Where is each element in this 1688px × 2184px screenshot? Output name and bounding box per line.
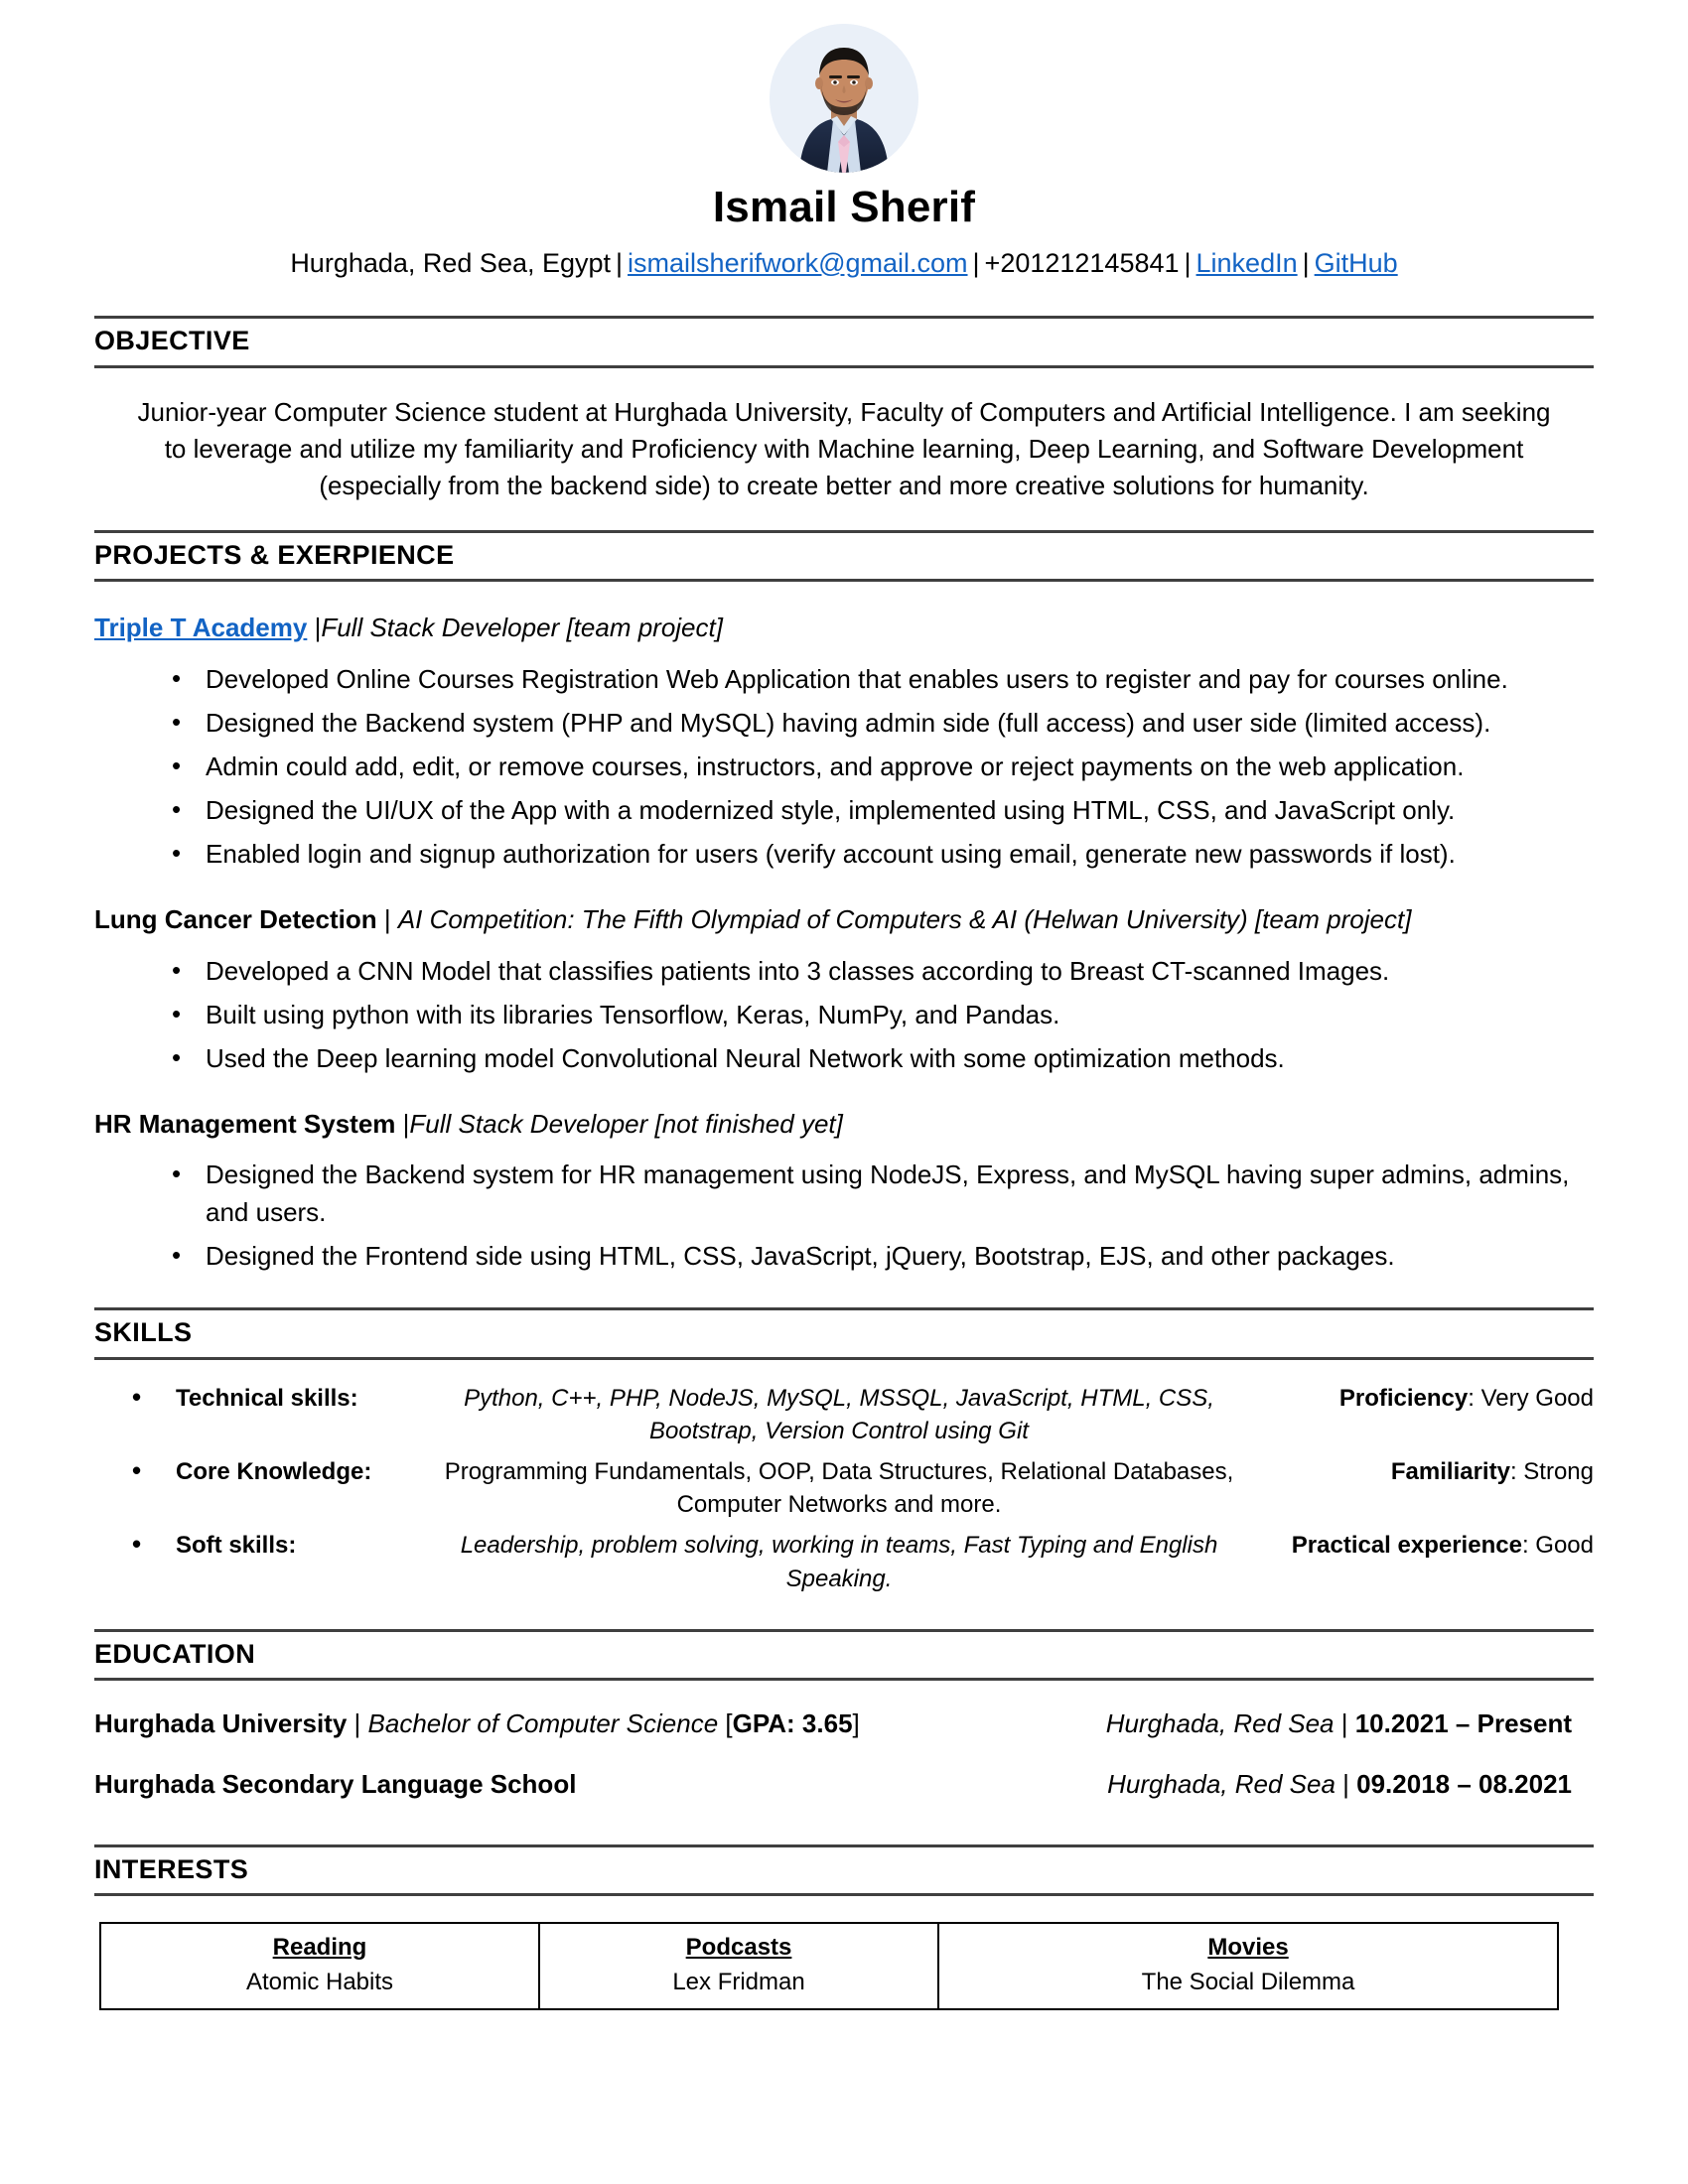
interests-table [99,1922,1559,2009]
project-separator: | [314,613,322,643]
education-gpa: GPA: 3.65 [732,1708,853,1739]
email-link[interactable]: ismailsherifwork@gmail.com [628,247,968,278]
objective-heading-bar [94,316,1594,368]
skills-heading-bar [94,1307,1594,1360]
interests-heading: INTERESTS [94,1853,249,1884]
contact-sep-2: | [972,247,980,278]
project-separator: | [402,1108,410,1139]
skill-rating-value: Strong [1523,1458,1594,1486]
interests-heading-bar [94,1844,1594,1897]
education-right: Hurghada, Red Sea | 09.2018 – 08.2021 [1107,1769,1572,1800]
project-item [94,1108,1594,1277]
contact-line [0,247,1688,281]
contact-phone: +201212145841 [984,247,1180,278]
skill-rating: Familiarity: Strong [1390,1458,1594,1486]
list-item: • Admin could add, edit, or remove courses, instructors, and approve or reject payments on the web application. [172,749,1594,786]
education-location: Hurghada, Red Sea [1105,1708,1335,1739]
education-body [94,1706,1594,1802]
interests-cell [539,1923,938,2008]
education-dates: 10.2021 – Present [1354,1708,1572,1739]
skills-body [94,1382,1594,1595]
list-item: • Developed a CNN Model that classifies patients into 3 classes according to Breast CT-scanned Images. [172,953,1594,991]
education-heading-bar [94,1629,1594,1682]
education-heading: EDUCATION [94,1638,256,1669]
list-item: • Designed the Frontend side using HTML, CSS, JavaScript, jQuery, Bootstrap, EJS, and other packages. [172,1238,1594,1276]
project-role: Full Stack Developer [team project] [321,613,723,643]
linkedin-link[interactable]: LinkedIn [1196,247,1298,278]
list-item: • Developed Online Courses Registration Web Application that enables users to register and pay for courses online. [172,661,1594,699]
spacer [0,280,1688,316]
project-bullets [94,661,1594,874]
section-interests [94,1844,1594,2010]
contact-location: Hurghada, Red Sea, Egypt [290,247,612,278]
skill-label: • Core Knowledge: [94,1455,412,1488]
interests-column-header: Movies [1207,1934,1289,1962]
section-objective [94,316,1594,503]
spacer [0,1603,1688,1629]
education-separator: | [353,1708,361,1739]
skill-value: Python, C++, PHP, NodeJS, MySQL, MSSQL, JavaScript, HTML, CSS, Bootstrap, Version Control using Git [464,1385,1214,1445]
skill-rating-label: Proficiency [1338,1385,1469,1412]
education-dates: 09.2018 – 08.2021 [1356,1769,1572,1800]
education-degree: Bachelor of Computer Science [367,1708,719,1739]
project-role: Full Stack Developer [not finished yet] [409,1108,843,1139]
avatar [770,24,918,173]
objective-text: Junior-year Computer Science student at Hurghada University, Faculty of Computers and Artificial Intelligence. I am seeking to leverage and utilize my familiarity and Proficiency with Machine learning, Deep Learning, and Software Development (especially from the backend side) to create better and more creative solutions for humanity. [137,397,1551,500]
list-item: • Enabled login and signup authorization for users (verify account using email, generate new passwords if lost). [172,836,1594,874]
skill-rating-value: Good [1535,1532,1594,1560]
contact-sep-4: | [1302,247,1310,278]
education-left [94,1767,576,1802]
interests-column-header: Reading [272,1934,367,1962]
section-skills [94,1307,1594,1594]
resume-header [0,0,1688,280]
project-title [94,1108,1594,1142]
spacer [0,1829,1688,1844]
interests-cell [938,1923,1558,2008]
table-row [100,1923,1558,2008]
project-title [94,903,1594,937]
contact-sep-3: | [1184,247,1192,278]
list-item: • Built using python with its libraries Tensorflow, Keras, NumPy, and Pandas. [172,997,1594,1034]
gpa-open: [ [725,1708,733,1739]
project-name: HR Management System [94,1108,396,1139]
list-item: • Used the Deep learning model Convolutional Neural Network with some optimization methods. [172,1040,1594,1078]
project-item [94,612,1594,874]
contact-sep-1: | [616,247,624,278]
avatar-wrapper [0,24,1688,173]
skill-label: • Technical skills: [94,1382,412,1415]
education-left [94,1706,860,1741]
education-institution: Hurghada Secondary Language School [94,1769,577,1800]
project-separator: | [383,904,391,934]
project-bullets [94,1157,1594,1276]
education-row [94,1767,1594,1802]
projects-heading: PROJECTS & EXERPIENCE [94,539,455,570]
skill-rating: Proficiency: Very Good [1338,1385,1594,1412]
education-right: Hurghada, Red Sea | 10.2021 – Present [1105,1708,1572,1739]
interests-column-value: Atomic Habits [245,1969,394,1996]
project-name-link[interactable]: Triple T Academy [94,613,308,643]
section-education [94,1629,1594,1803]
skill-value: Leadership, problem solving, working in teams, Fast Typing and English Speaking. [460,1532,1218,1592]
project-name: Lung Cancer Detection [94,904,377,934]
spacer [0,504,1688,530]
skill-rating-label: Familiarity [1390,1458,1510,1486]
skills-heading: SKILLS [94,1317,193,1348]
projects-heading-bar [94,530,1594,583]
project-bullets [94,953,1594,1078]
spacer [0,1282,1688,1307]
skill-row [94,1455,1594,1521]
interests-column-value: The Social Dilemma [1141,1969,1355,1996]
section-projects [94,530,1594,1277]
skill-row [94,1529,1594,1594]
skill-rating-value: Very Good [1480,1385,1594,1412]
github-link[interactable]: GitHub [1314,247,1398,278]
skill-rating: Practical experience: Good [1291,1532,1594,1560]
project-item [94,903,1594,1078]
list-item: • Designed the Backend system (PHP and MySQL) having admin side (full access) and user side (limited access). [172,705,1594,743]
objective-heading: OBJECTIVE [94,326,250,356]
skill-rating-label: Practical experience [1291,1532,1522,1560]
gpa-close: ] [852,1708,860,1739]
interests-column-header: Podcasts [685,1934,792,1962]
skill-row [94,1382,1594,1447]
interests-cell [100,1923,539,2008]
interests-column-value: Lex Fridman [672,1969,805,1996]
skill-value: Programming Fundamentals, OOP, Data Structures, Relational Databases, Computer Networks and more. [444,1458,1234,1519]
list-item: • Designed the UI/UX of the App with a modernized style, implemented using HTML, CSS, and JavaScript only. [172,792,1594,830]
project-title [94,612,1594,645]
education-institution: Hurghada University [94,1708,348,1739]
project-role: AI Competition: The Fifth Olympiad of Computers & AI (Helwan University) [team project] [397,904,1412,934]
page-title: Ismail Sherif [712,183,976,231]
education-location: Hurghada, Red Sea [1107,1769,1336,1800]
profile-photo-icon [770,24,918,173]
interests-body [94,1922,1594,2009]
education-row [94,1706,1594,1741]
list-item: • Designed the Backend system for HR management using NodeJS, Express, and MySQL having super admins, admins, and users. [172,1157,1594,1232]
skill-label: • Soft skills: [94,1529,412,1562]
